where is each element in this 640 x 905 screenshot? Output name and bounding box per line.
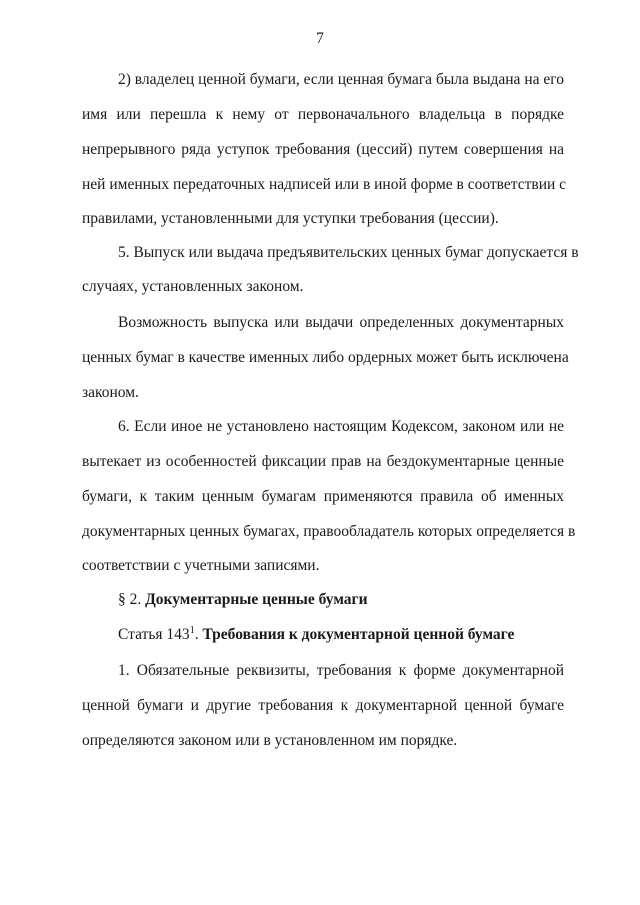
text-line: имя или перешла к нему от первоначального владельца в порядке <box>82 106 564 123</box>
text-line: определяются законом или в установленном им порядке. <box>82 732 458 749</box>
section-title: Документарные ценные бумаги <box>145 591 368 608</box>
text-line: правилами, установленными для уступки требования (цессии). <box>82 210 499 227</box>
text-line: ценной бумаги и другие требования к документарной ценной бумаге <box>82 697 564 714</box>
text-line: соответствии с учетными записями. <box>82 557 320 574</box>
text-line: законом. <box>82 384 139 401</box>
text-line: непрерывного ряда уступок требования (цессий) путем совершения на <box>82 141 564 158</box>
text-line: документарных ценных бумагах, правообладатель которых определяется в <box>82 523 576 540</box>
section-heading <box>118 590 564 610</box>
page-number: 7 <box>316 30 324 47</box>
text-line: случаях, установленных законом. <box>82 278 304 295</box>
article-number: Статья 143 <box>118 626 190 643</box>
article-separator: . <box>194 626 199 643</box>
text-line: вытекает из особенностей фиксации прав на бездокументарные ценные <box>82 453 564 470</box>
section-number: § 2. <box>118 591 142 608</box>
text-line: 2) владелец ценной бумаги, если ценная бумага была выдана на его <box>118 71 564 88</box>
text-line: 5. Выпуск или выдача предъявительских ценных бумаг допускается в <box>118 244 579 261</box>
text-line: бумаги, к таким ценным бумагам применяются правила об именных <box>82 488 564 505</box>
text-line: 1. Обязательные реквизиты, требования к форме документарной <box>118 662 564 679</box>
text-line: Возможность выпуска или выдачи определенных документарных <box>118 314 564 331</box>
article-heading <box>118 625 564 645</box>
article-title: Требования к документарной ценной бумаге <box>202 626 515 643</box>
article-superscript: 1 <box>189 624 195 636</box>
text-line: ней именных передаточных надписей или в иной форме в соответствии с <box>82 176 567 193</box>
text-line: 6. Если иное не установлено настоящим Кодексом, законом или не <box>118 418 564 435</box>
text-line: ценных бумаг в качестве именных либо ордерных может быть исключена <box>82 349 569 366</box>
